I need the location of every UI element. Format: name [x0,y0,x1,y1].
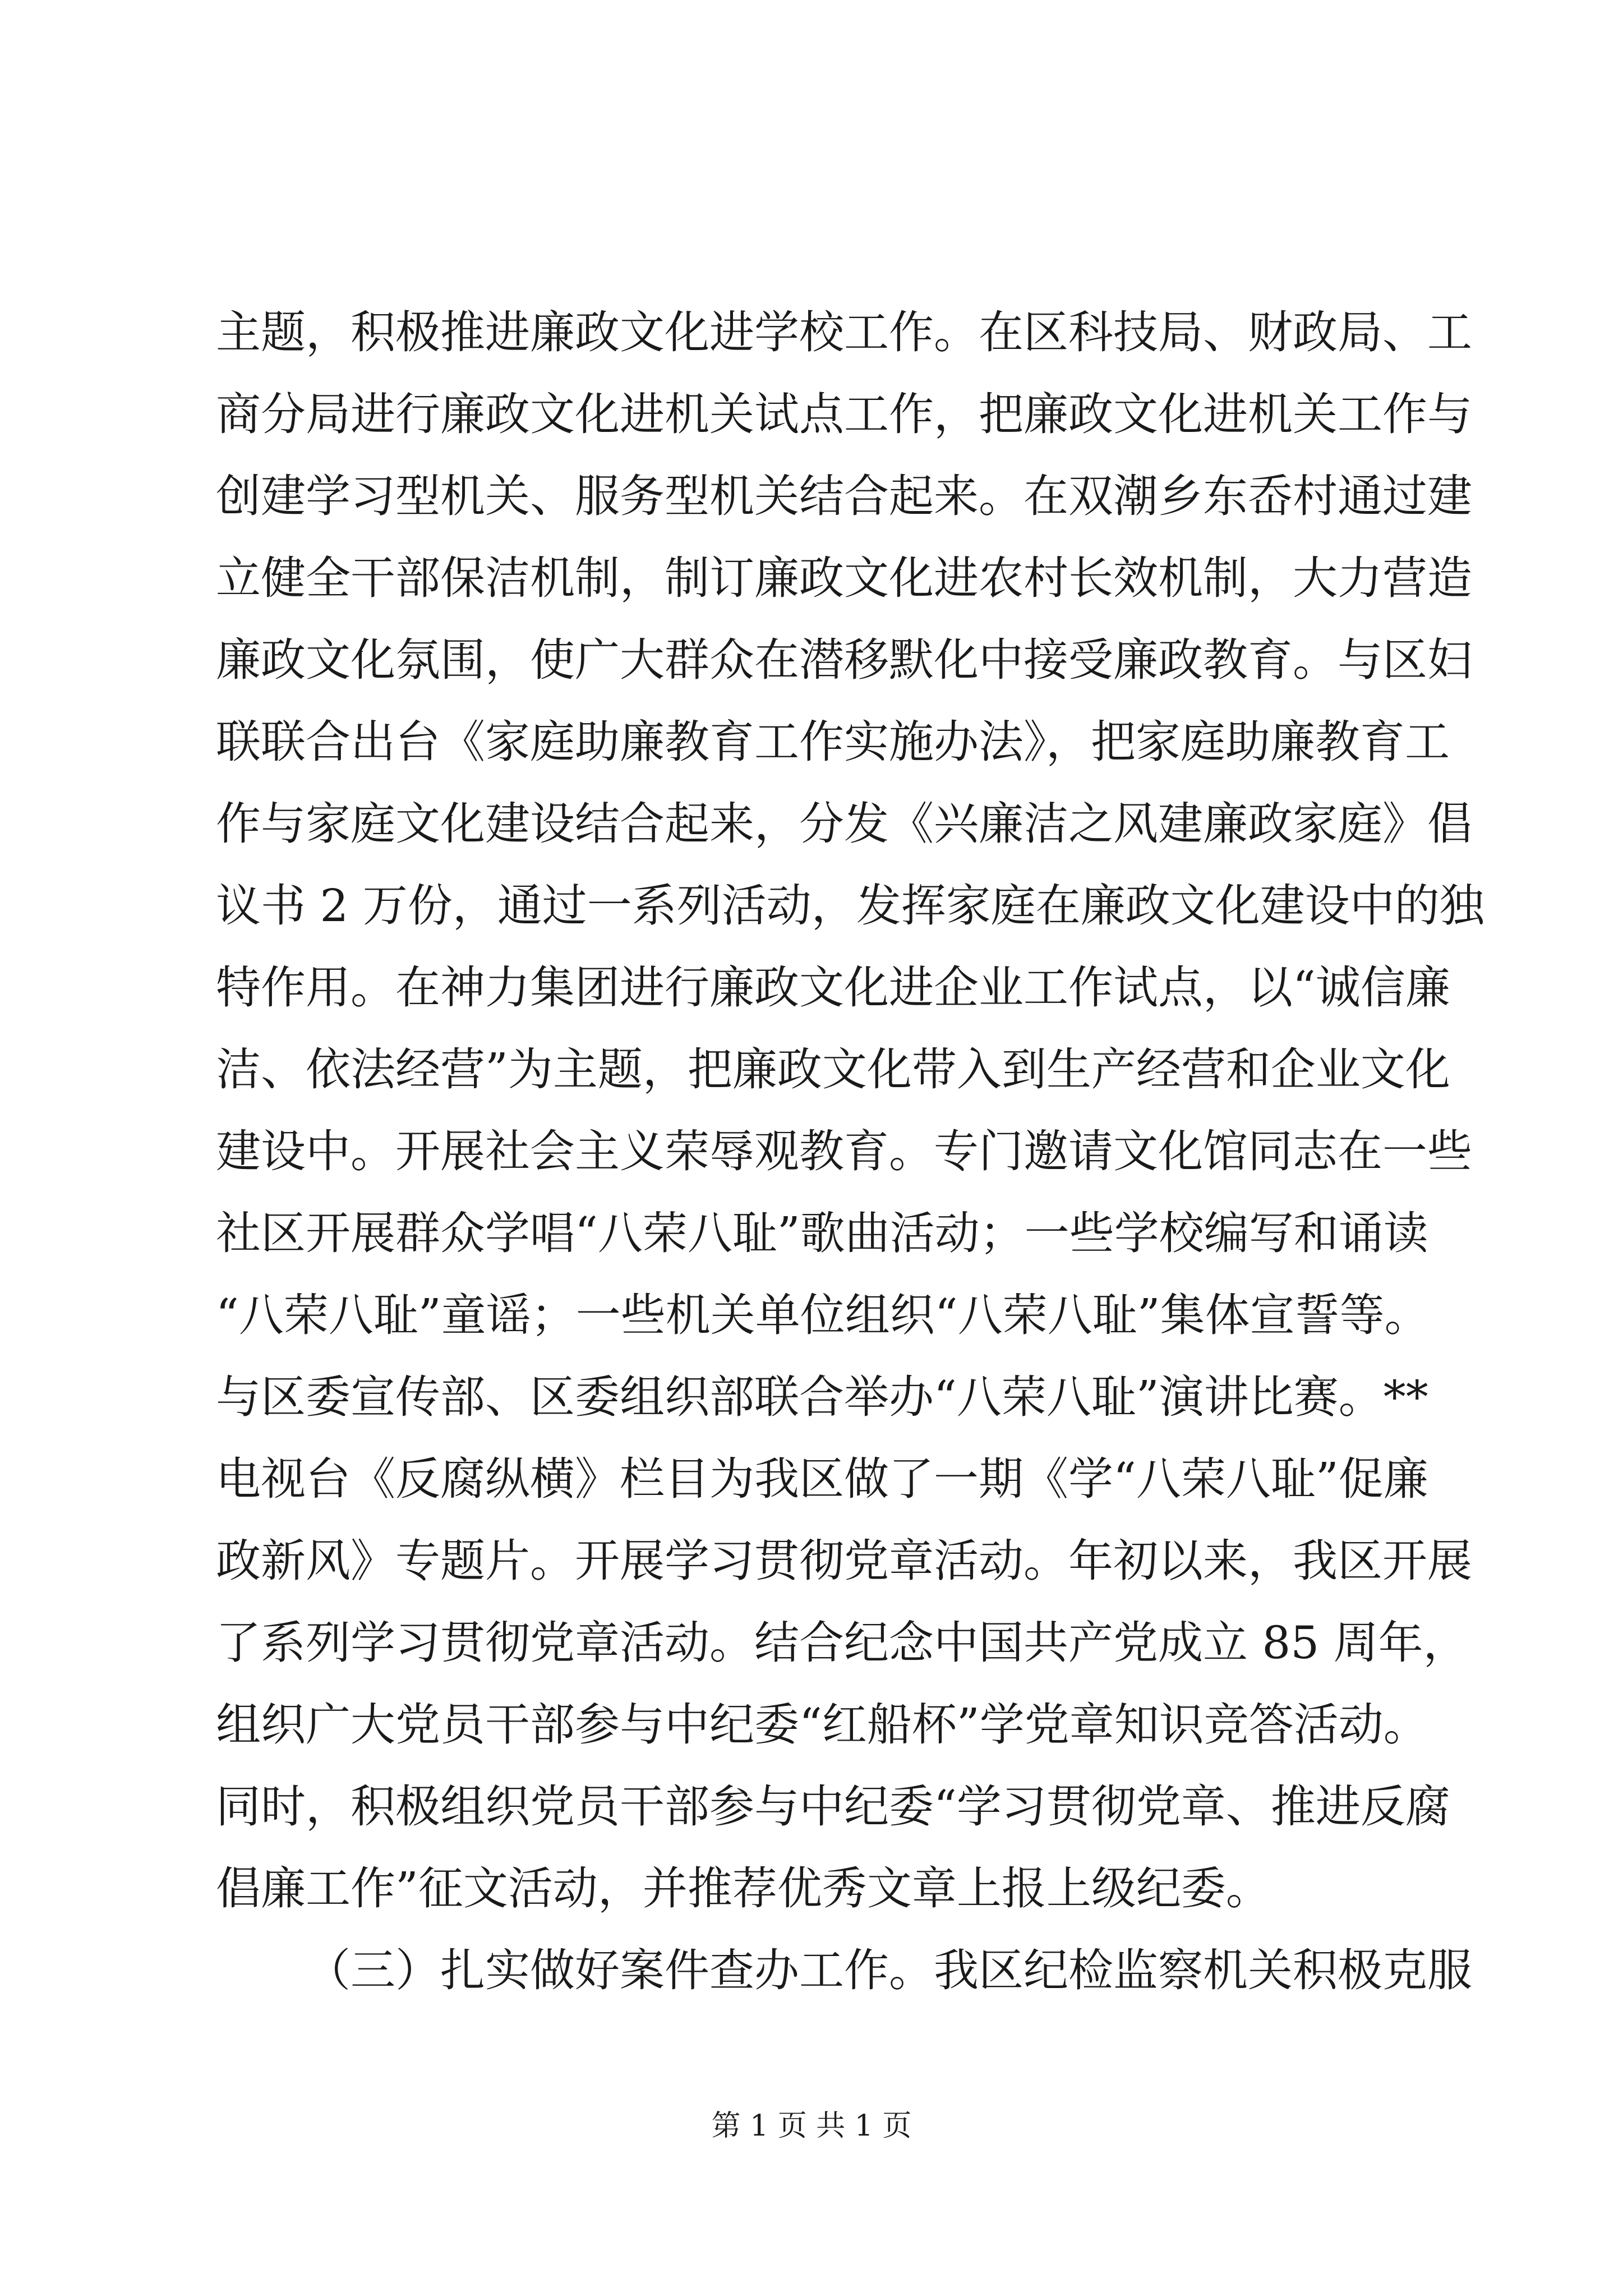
text-line: 廉政文化氛围，使广大群众在潜移默化中接受廉政教育。与区妇 [216,634,1472,686]
body-text [216,292,1484,2012]
text-line: 议书 2 万份，通过一系列活动，发挥家庭在廉政文化建设中的独 [216,880,1484,932]
text-line: 主题，积极推进廉政文化进学校工作。在区科技局、财政局、工 [216,306,1472,358]
text-line: 洁、依法经营”为主题，把廉政文化带入到生产经营和企业文化 [216,1043,1450,1096]
text-line: 与区委宣传部、区委组织部联合举办“八荣八耻”演讲比赛。** [216,1371,1428,1423]
text-line: 立健全干部保洁机制，制订廉政文化进农村长效机制，大力营造 [216,552,1472,604]
text-line: 倡廉工作”征文活动，并推荐优秀文章上报上级纪委。 [216,1862,1271,1915]
text-line: 商分局进行廉政文化进机关试点工作，把廉政文化进机关工作与 [216,388,1472,440]
text-line: “八荣八耻”童谣；一些机关单位组织“八荣八耻”集体宣誓等。 [216,1289,1430,1341]
section-heading-line: （三）扎实做好案件查办工作。我区纪检监察机关积极克服 [306,1944,1472,1996]
text-line: 组织广大党员干部参与中纪委“红船杯”学党章知识竞答活动。 [216,1699,1428,1751]
text-line: 电视台《反腐纵横》栏目为我区做了一期《学“八荣八耻”促廉 [216,1453,1428,1505]
text-line: 了系列学习贯彻党章活动。结合纪念中国共产党成立 85 周年， [216,1617,1468,1669]
page-footer: 第 1 页 共 1 页 [711,2109,912,2143]
text-line: 政新风》专题片。开展学习贯彻党章活动。年初以来，我区开展 [216,1535,1472,1587]
text-line: 作与家庭文化建设结合起来，分发《兴廉洁之风建廉政家庭》倡 [216,798,1472,850]
text-line: 建设中。开展社会主义荣辱观教育。专门邀请文化馆同志在一些 [216,1125,1472,1177]
text-line: 创建学习型机关、服务型机关结合起来。在双潮乡东岙村通过建 [216,470,1472,522]
text-line: 特作用。在神力集团进行廉政文化进企业工作试点，以“诚信廉 [216,961,1450,1014]
text-line: 联联合出台《家庭助廉教育工作实施办法》，把家庭助廉教育工 [216,716,1450,768]
text-line: 社区开展群众学唱“八荣八耻”歌曲活动；一些学校编写和诵读 [216,1207,1428,1259]
text-line: 同时，积极组织党员干部参与中纪委“学习贯彻党章、推进反腐 [216,1780,1450,1833]
